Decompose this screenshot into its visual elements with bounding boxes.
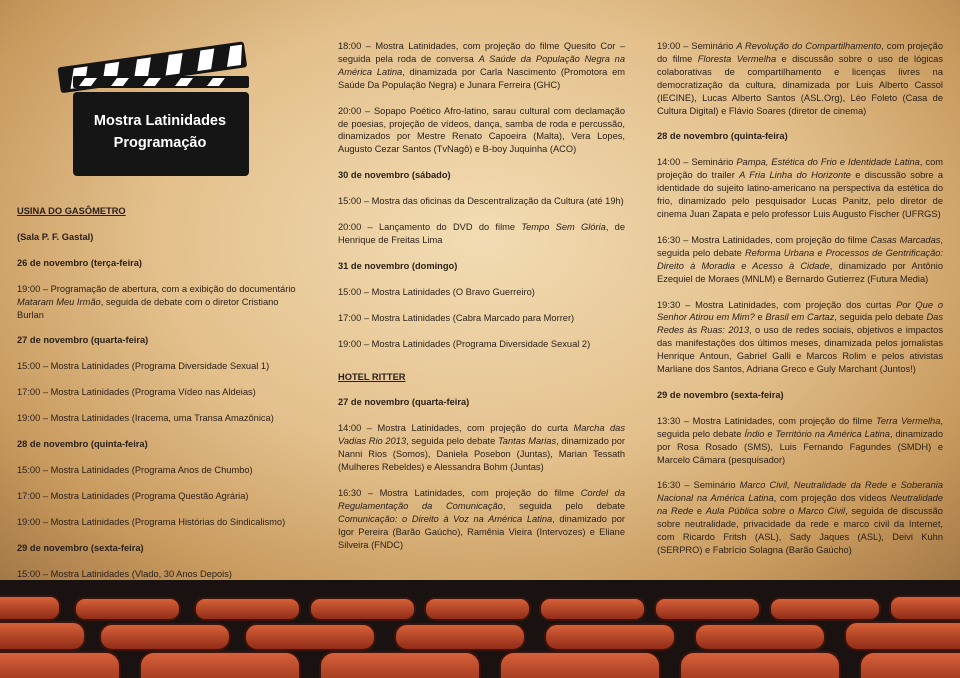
event-entry: 17:00 – Mostra Latinidades (Cabra Marcado para Morrer) <box>338 312 575 323</box>
day-heading: 27 de novembro (quarta-feira) <box>17 335 149 346</box>
event-entry: 15:00 – Mostra Latinidades (O Bravo Guerreiro) <box>338 286 535 297</box>
event-entry: 13:30 – Mostra Latinidades, com projeção do filme Terra Vermelha, seguida pelo debate Índio e Território na América Latina, dinamizado por Rosa Rosado (SMS), Luis Fernando Fagundes (SMDH) e Marcelo Câmara (pesquisador) <box>657 415 943 465</box>
film-title: Mataram Meu Irmão <box>17 296 101 307</box>
event-entry: 15:00 – Mostra Latinidades (Vlado, 30 Anos Depois) <box>17 568 232 579</box>
event-entry: 15:00 – Mostra das oficinas da Descentralização da Cultura (até 19h) <box>338 196 624 207</box>
venue-heading: USINA DO GASÔMETRO <box>17 206 126 216</box>
clapperboard-icon <box>55 32 251 180</box>
event-entry: 20:00 – Sopapo Poético Afro-latino, sarau cultural com declamação de poesias, projeção de vídeos, dança, samba de roda e percussão, dinamizados por Mestre Renato Capoeira (Malta), Vera Lopes, Augusto Cezar Santos (TvNagô) e B-boy Juquinha (ACO) <box>338 105 625 155</box>
schedule-column-2 <box>338 40 625 564</box>
poster-title <box>72 110 248 154</box>
title-line-2: Programação <box>113 135 207 151</box>
event-entry: 16:30 – Seminário Marco Civil, Neutralidade da Rede e Soberania Nacional na América Latina, com projeção dos vídeos Neutralidade na Rede e Aula Pública sobre o Marco Civil, seguida de discussão sobre neutralidade, privacidade da rede e marco civil da Internet, com Ricardo Fritsh (ASL), Sady Jaques (ASL), Deivi Kuhn (SERPRO) e Fabrício Solagna (Barão Gaúcho) <box>657 480 943 555</box>
event-entry: 18:00 – Mostra Latinidades, com projeção do filme Quesito Cor – seguida pela roda de conversa A Saúde da População Negra na América Latina, dinamizada por Carla Nascimento (Promotora em Saúde Da População Negra) e Junara Ferreira (GHC) <box>338 41 625 90</box>
event-entry: 19:00 – Mostra Latinidades (Programa Diversidade Sexual 2) <box>338 338 591 349</box>
event-entry: 16:30 – Mostra Latinidades, com projeção do filme Cordel da Regulamentação da Comunicação, seguida pelo debate Comunicação: o Direito à Voz na América Latina, dinamizado por Igor Pereira (Barão Gaúcho), Ramênia Vieira (Intervozes) e Eliane Silveira (FNDC) <box>338 487 626 550</box>
event-entry: 17:00 – Mostra Latinidades (Programa Vídeo nas Aldeias) <box>17 387 256 398</box>
day-heading: 31 de novembro (domingo) <box>338 260 458 271</box>
schedule-column-3 <box>657 40 943 570</box>
event-entry: 19:00 – Mostra Latinidades (Programa Histórias do Sindicalismo) <box>17 516 286 527</box>
day-heading: 28 de novembro (quinta-feira) <box>17 439 148 450</box>
event-entry: 17:00 – Mostra Latinidades (Programa Questão Agrária) <box>17 490 249 501</box>
cinema-seats-illustration <box>0 580 960 678</box>
event-entry: 19:00 – Programação de abertura, com a exibição do documentário Mataram Meu Irmão, seguida de debate com o diretor Cristiano Burlan <box>17 283 296 320</box>
event-entry: 20:00 – Lançamento do DVD do filme Tempo Sem Glória, de Henrique de Freitas Lima <box>338 222 625 245</box>
day-heading: 29 de novembro (sexta-feira) <box>657 389 784 400</box>
event-entry: 14:00 – Seminário Pampa, Estética do Frio e Identidade Latina, com projeção do trailer A Fria Linha do Horizonte e discussão sobre a identidade do sujeito latino-americano na perspectiva da estética do frio, dinamizado pelo pesquisador Lucas Panitz, pelo diretor de cinema Juan Zapata e pelo professor Luis Augusto Fischer (UFRGS) <box>657 157 944 219</box>
day-heading: 29 de novembro (sexta-feira) <box>17 542 144 553</box>
day-heading: 30 de novembro (sábado) <box>338 170 451 181</box>
room-label: (Sala P. F. Gastal) <box>17 231 94 242</box>
event-entry: 19:00 – Seminário A Revolução do Compartilhamento, com projeção do filme Floresta Vermelha e discussão sobre o uso de lógicas colaborativas de compartilhamento e licenças livres na democratização da cultura, dinamizada por Luis Alberto Cassol (IECINE), Lucas Alberto Santos (ASL.Org), Léo Foleto (Casa de Cultura Digital) e Flávio Soares (diretor de cinema) <box>657 41 943 116</box>
event-entry: 19:30 – Mostra Latinidades, com projeção dos curtas Por Que o Senhor Atirou em Mim? e Brasil em Cartaz, seguida pelo debate Das Redes às Ruas: 2013, o uso de redes sociais, objetivos e impactos das manifestações dos últimos meses, dinamizada pelos jornalistas Henrique Antoun, Gabriel Galli e Marcos Rolim e pelos ativistas Marliane dos Santos, Adriana Greco e Guly Marchant (Juntos!) <box>657 299 943 375</box>
event-entry: 15:00 – Mostra Latinidades (Programa Diversidade Sexual 1) <box>17 361 270 372</box>
day-heading: 26 de novembro (terça-feira) <box>17 257 143 268</box>
event-entry: 15:00 – Mostra Latinidades (Programa Anos de Chumbo) <box>17 464 253 475</box>
event-entry: 19:00 – Mostra Latinidades (Iracema, uma Transa Amazônica) <box>17 413 274 424</box>
day-heading: 28 de novembro (quinta-feira) <box>657 131 788 142</box>
title-line-1: Mostra Latinidades <box>93 113 227 129</box>
event-entry: 14:00 – Mostra Latinidades, com projeção do curta Marcha das Vadias Rio 2013, seguida pelo debate Tantas Marias, dinamizado por Nanni Rios (Somos), Daniela Posebon (Juntas), Marian Tessath (Mulheres Rebeldes) e Alessandra Bohm (Juntas) <box>338 423 626 473</box>
schedule-column-1 <box>17 205 305 594</box>
event-entry: 16:30 – Mostra Latinidades, com projeção do filme Casas Marcadas, seguida pelo debate Reforma Urbana e Processos de Gentrificação: Direito à Moradia e Acesso à Cidade, dinamizado por Antônio Ezequiel de Moraes (MNLM) e Bernardo Gutierrez (Futura Media) <box>657 234 944 284</box>
venue-heading: HOTEL RITTER <box>338 371 406 382</box>
day-heading: 27 de novembro (quarta-feira) <box>338 397 470 408</box>
